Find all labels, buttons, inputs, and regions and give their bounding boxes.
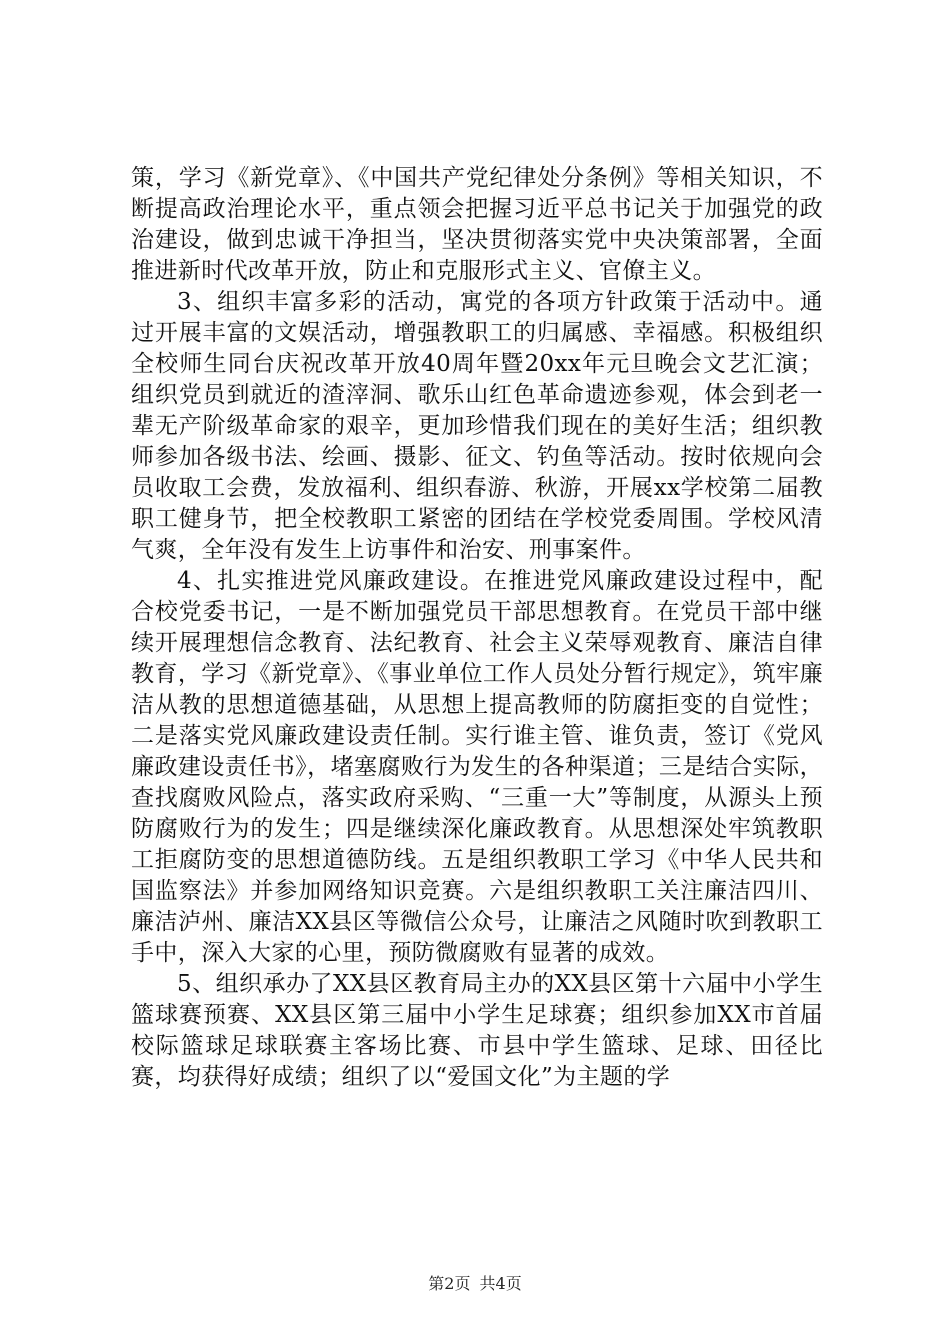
paragraph-continued: 策，学习《新党章》、《中国共产党纪律处分条例》等相关知识，不断提高政治理论水平，重点领会把握习近平总书记关于加强党的政治建设，做到忠诚干净担当，坚决贯彻落实党中央决策部署，全面推进新时代改革开放，防止和克服形式主义、官僚主义。 [131,165,823,284]
paragraph-item-4: 4、扎实推进党风廉政建设。在推进党风廉政建设过程中，配合校党委书记，一是不断加强党员干部思想教育。在党员干部中继续开展理想信念教育、法纪教育、社会主义荣辱观教育、廉洁自律教育，学习《新党章》、《事业单位工作人员处分暂行规定》，筑牢廉洁从教的思想道德基础，从思想上提高教师的防腐拒变的自觉性；二是落实党风廉政建设责任制。实行谁主管、谁负责，签订《党风廉政建设责任书》，堵塞腐败行为发生的各种渠道；三是结合实际，查找腐败风险点，落实政府采购、“三重一大”等制度，从源头上预防腐败行为的发生；四是继续深化廉政教育。从思想深处牢筑教职工拒腐防变的思想道德防线。五是组织教职工学习《中华人民共和国监察法》并参加网络知识竞赛。六是组织教职工关注廉洁四川、廉洁泸州、廉洁XX县区等微信公众号，让廉洁之风随时吹到教职工手中，深入大家的心里，预防微腐败有显著的成效。 [131,568,823,966]
page-number: 第2页 [428,1274,471,1293]
paragraph-item-5: 5、组织承办了XX县区教育局主办的XX县区第十六届中小学生篮球赛预赛、XX县区第三届中小学生足球赛；组织参加XX市首届校际篮球足球联赛主客场比赛、市县中学生篮球、足球、田径比赛，均获得好成绩；组织了以“爱国文化”为主题的学 [131,971,823,1090]
page-total: 共4页 [479,1274,522,1293]
page-footer [0,1271,950,1294]
document-body [131,163,823,1093]
paragraph-item-3: 3、组织丰富多彩的活动，寓党的各项方针政策于活动中。通过开展丰富的文娱活动，增强教职工的归属感、幸福感。积极组织全校师生同台庆祝改革开放40周年暨20xx年元旦晚会文艺汇演；组织党员到就近的渣滓洞、歌乐山红色革命遗迹参观，体会到老一辈无产阶级革命家的艰辛，更加珍惜我们现在的美好生活；组织教师参加各级书法、绘画、摄影、征文、钓鱼等活动。按时依规向会员收取工会费，发放福利、组织春游、秋游，开展xx学校第二届教职工健身节，把全校教职工紧密的团结在学校党委周围。学校风清气爽，全年没有发生上访事件和治安、刑事案件。 [131,289,823,563]
